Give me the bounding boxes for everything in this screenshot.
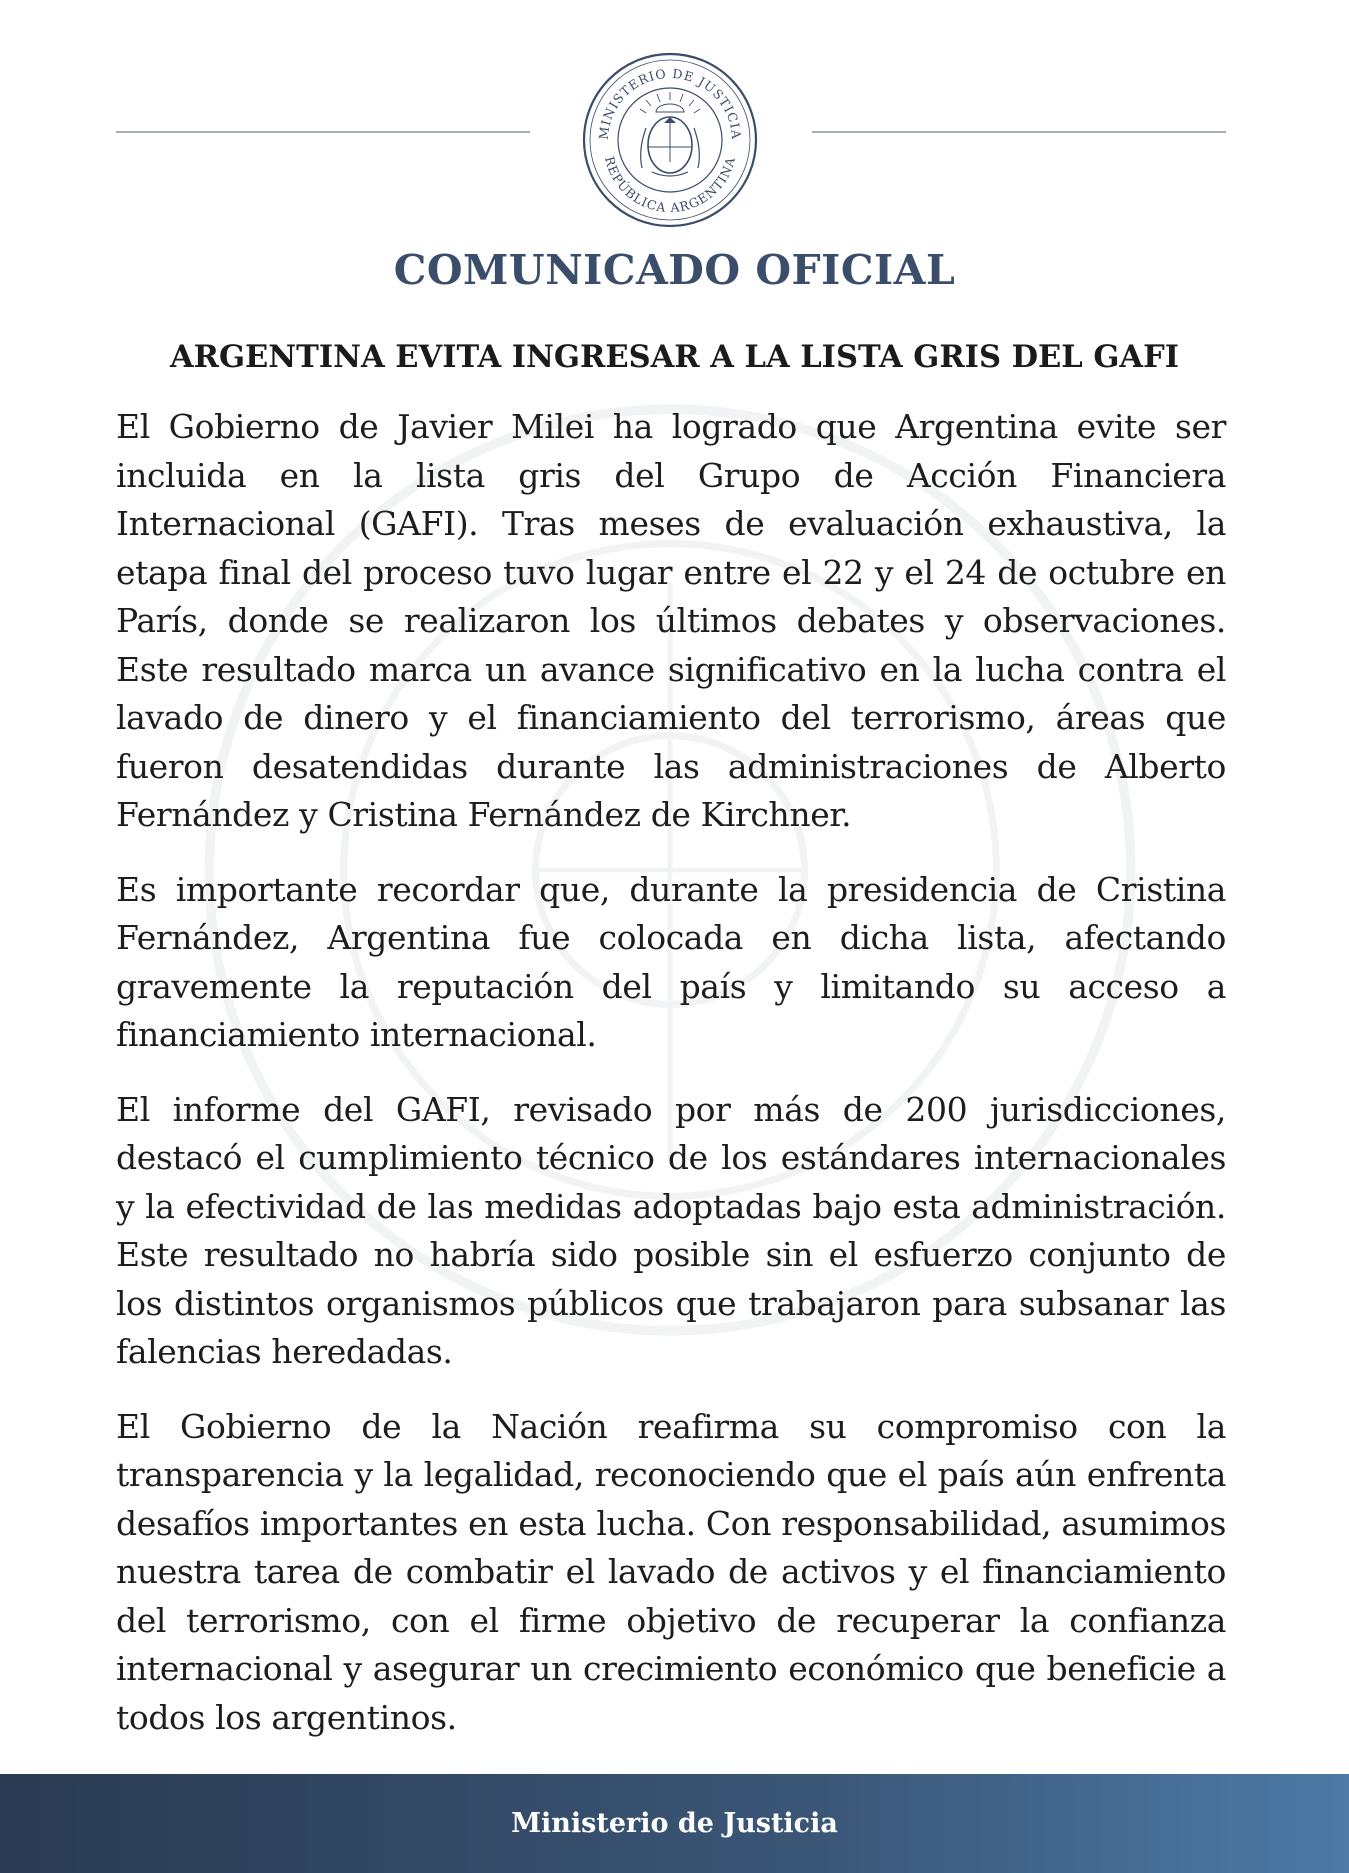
- svg-text:MINISTERIO DE JUSTICIA: MINISTERIO DE JUSTICIA: [595, 65, 745, 141]
- document-footer: [0, 1774, 1349, 1873]
- document-body: [116, 403, 1226, 1768]
- footer-label: Ministerio de Justicia: [511, 1808, 838, 1839]
- header-rule-left: [116, 131, 530, 133]
- document-headline: ARGENTINA EVITA INGRESAR A LA LISTA GRIS DEL GAFI: [169, 339, 1179, 375]
- body-paragraph: El Gobierno de la Nación reafirma su compromiso con la transparencia y la legalidad, reconociendo que el país aún enfrenta desafíos importantes en esta lucha. Con responsabilidad, asumimos nuestra tarea de combatir el lavado de activos y el financiamiento del terrorismo, con el firme objetivo de recuperar la confianza internacional y asegurar un crecimiento económico que beneficie a todos los argentinos.: [116, 1406, 1226, 1737]
- ministry-seal-icon: [580, 50, 760, 230]
- body-paragraph: El informe del GAFI, revisado por más de 200 jurisdicciones, destacó el cumplimiento técnico de los estándares internacionales y la efectividad de las medidas adoptadas bajo esta administración. Este resultado no habría sido posible sin el esfuerzo conjunto de los distintos organismos públicos que trabajaron para subsanar las falencias heredadas.: [116, 1089, 1226, 1371]
- header-rule-right: [812, 131, 1226, 133]
- body-paragraph: Es importante recordar que, durante la presidencia de Cristina Fernández, Argentina fue colocada en dicha lista, afectando gravemente la reputación del país y limitando su acceso a financiamiento internacional.: [116, 869, 1226, 1054]
- document-header: [0, 40, 1349, 230]
- document-title: COMUNICADO OFICIAL: [393, 246, 956, 294]
- svg-text:REPÚBLICA ARGENTINA: REPÚBLICA ARGENTINA: [601, 154, 739, 216]
- body-paragraph: El Gobierno de Javier Milei ha logrado que Argentina evite ser incluida en la lista gris del Grupo de Acción Financiera Internacional (GAFI). Tras meses de evaluación exhaustiva, la etapa final del proceso tuvo lugar entre el 22 y el 24 de octubre en París, donde se realizaron los últimos debates y observaciones. Este resultado marca un avance significativo en la lucha contra el lavado de dinero y el financiamiento del terrorismo, áreas que fueron desatendidas durante las administraciones de Alberto Fernández y Cristina Fernández de Kirchner.: [116, 407, 1226, 834]
